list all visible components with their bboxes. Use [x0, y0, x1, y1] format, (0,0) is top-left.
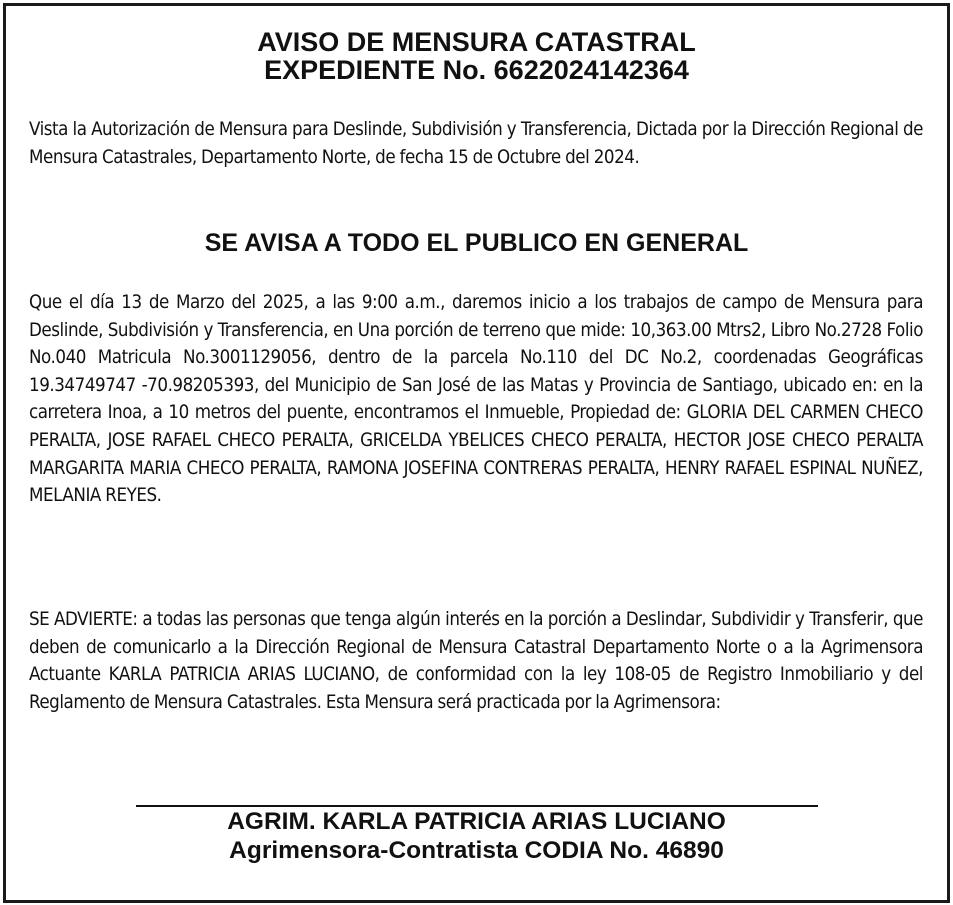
details-paragraph: Que el día 13 de Marzo del 2025, a las 9:00 a.m., daremos inicio a los trabajos de campo de Mensura para Deslinde, Subdivisión y Transferencia, en Una porción de terreno que mide: 10,363.00 Mtrs2, Libro No.2728 Folio No.040 Matricula No.3001129056, dentro de la parcela No.110 del DC No.2, coordenadas Geográficas 19.34749747 -70.98205393, del Municipio de San José de las Matas y Provincia de Santiago, ubicado en: en la carretera Inoa, a 10 metros del puente, encontramos el Inmueble, Propiedad de: GLORIA DEL CARMEN CHECO PERALTA, JOSE RAFAEL CHECO PERALTA, GRICELDA YBELICES CHECO PERALTA, HECTOR JOSE CHECO PERALTA MARGARITA MARIA CHECO PERALTA, RAMONA JOSEFINA CONTRERAS PERALTA, HENRY RAFAEL ESPINAL NUÑEZ, MELANIA REYES.: [29, 292, 923, 507]
signatory-title: Agrimensora-Contratista CODIA No. 46890: [229, 837, 724, 864]
warning-paragraph: SE ADVIERTE: a todas las personas que tenga algún interés en la porción a Deslindar, Subdividir y Transferir, que deben de comunicarlo a la Dirección Regional de Mensura Catastral Departamento Norte o a la Agrimensora Actuante KARLA PATRICIA ARIAS LUCIANO, de conformidad con la ley 108-05 de Registro Inmobiliario y del Reglamento de Mensura Catastrales. Esta Mensura será practicada por la Agrimensora:: [29, 609, 923, 713]
signatory-name: AGRIM. KARLA PATRICIA ARIAS LUCIANO: [227, 808, 726, 835]
notice-frame: [3, 3, 950, 903]
intro-paragraph: Vista la Autorización de Mensura para Deslinde, Subdivisión y Transferencia, Dictada por la Dirección Regional de Mensura Catastrales, Departamento Norte, de fecha 15 de Octubre del 2024.: [29, 119, 923, 168]
notice-title: AVISO DE MENSURA CATASTRAL: [257, 27, 696, 57]
public-announcement-heading: SE AVISA A TODO EL PUBLICO EN GENERAL: [204, 229, 749, 257]
expediente-number: EXPEDIENTE No. 6622024142364: [264, 55, 689, 85]
signature-line: [136, 805, 818, 807]
